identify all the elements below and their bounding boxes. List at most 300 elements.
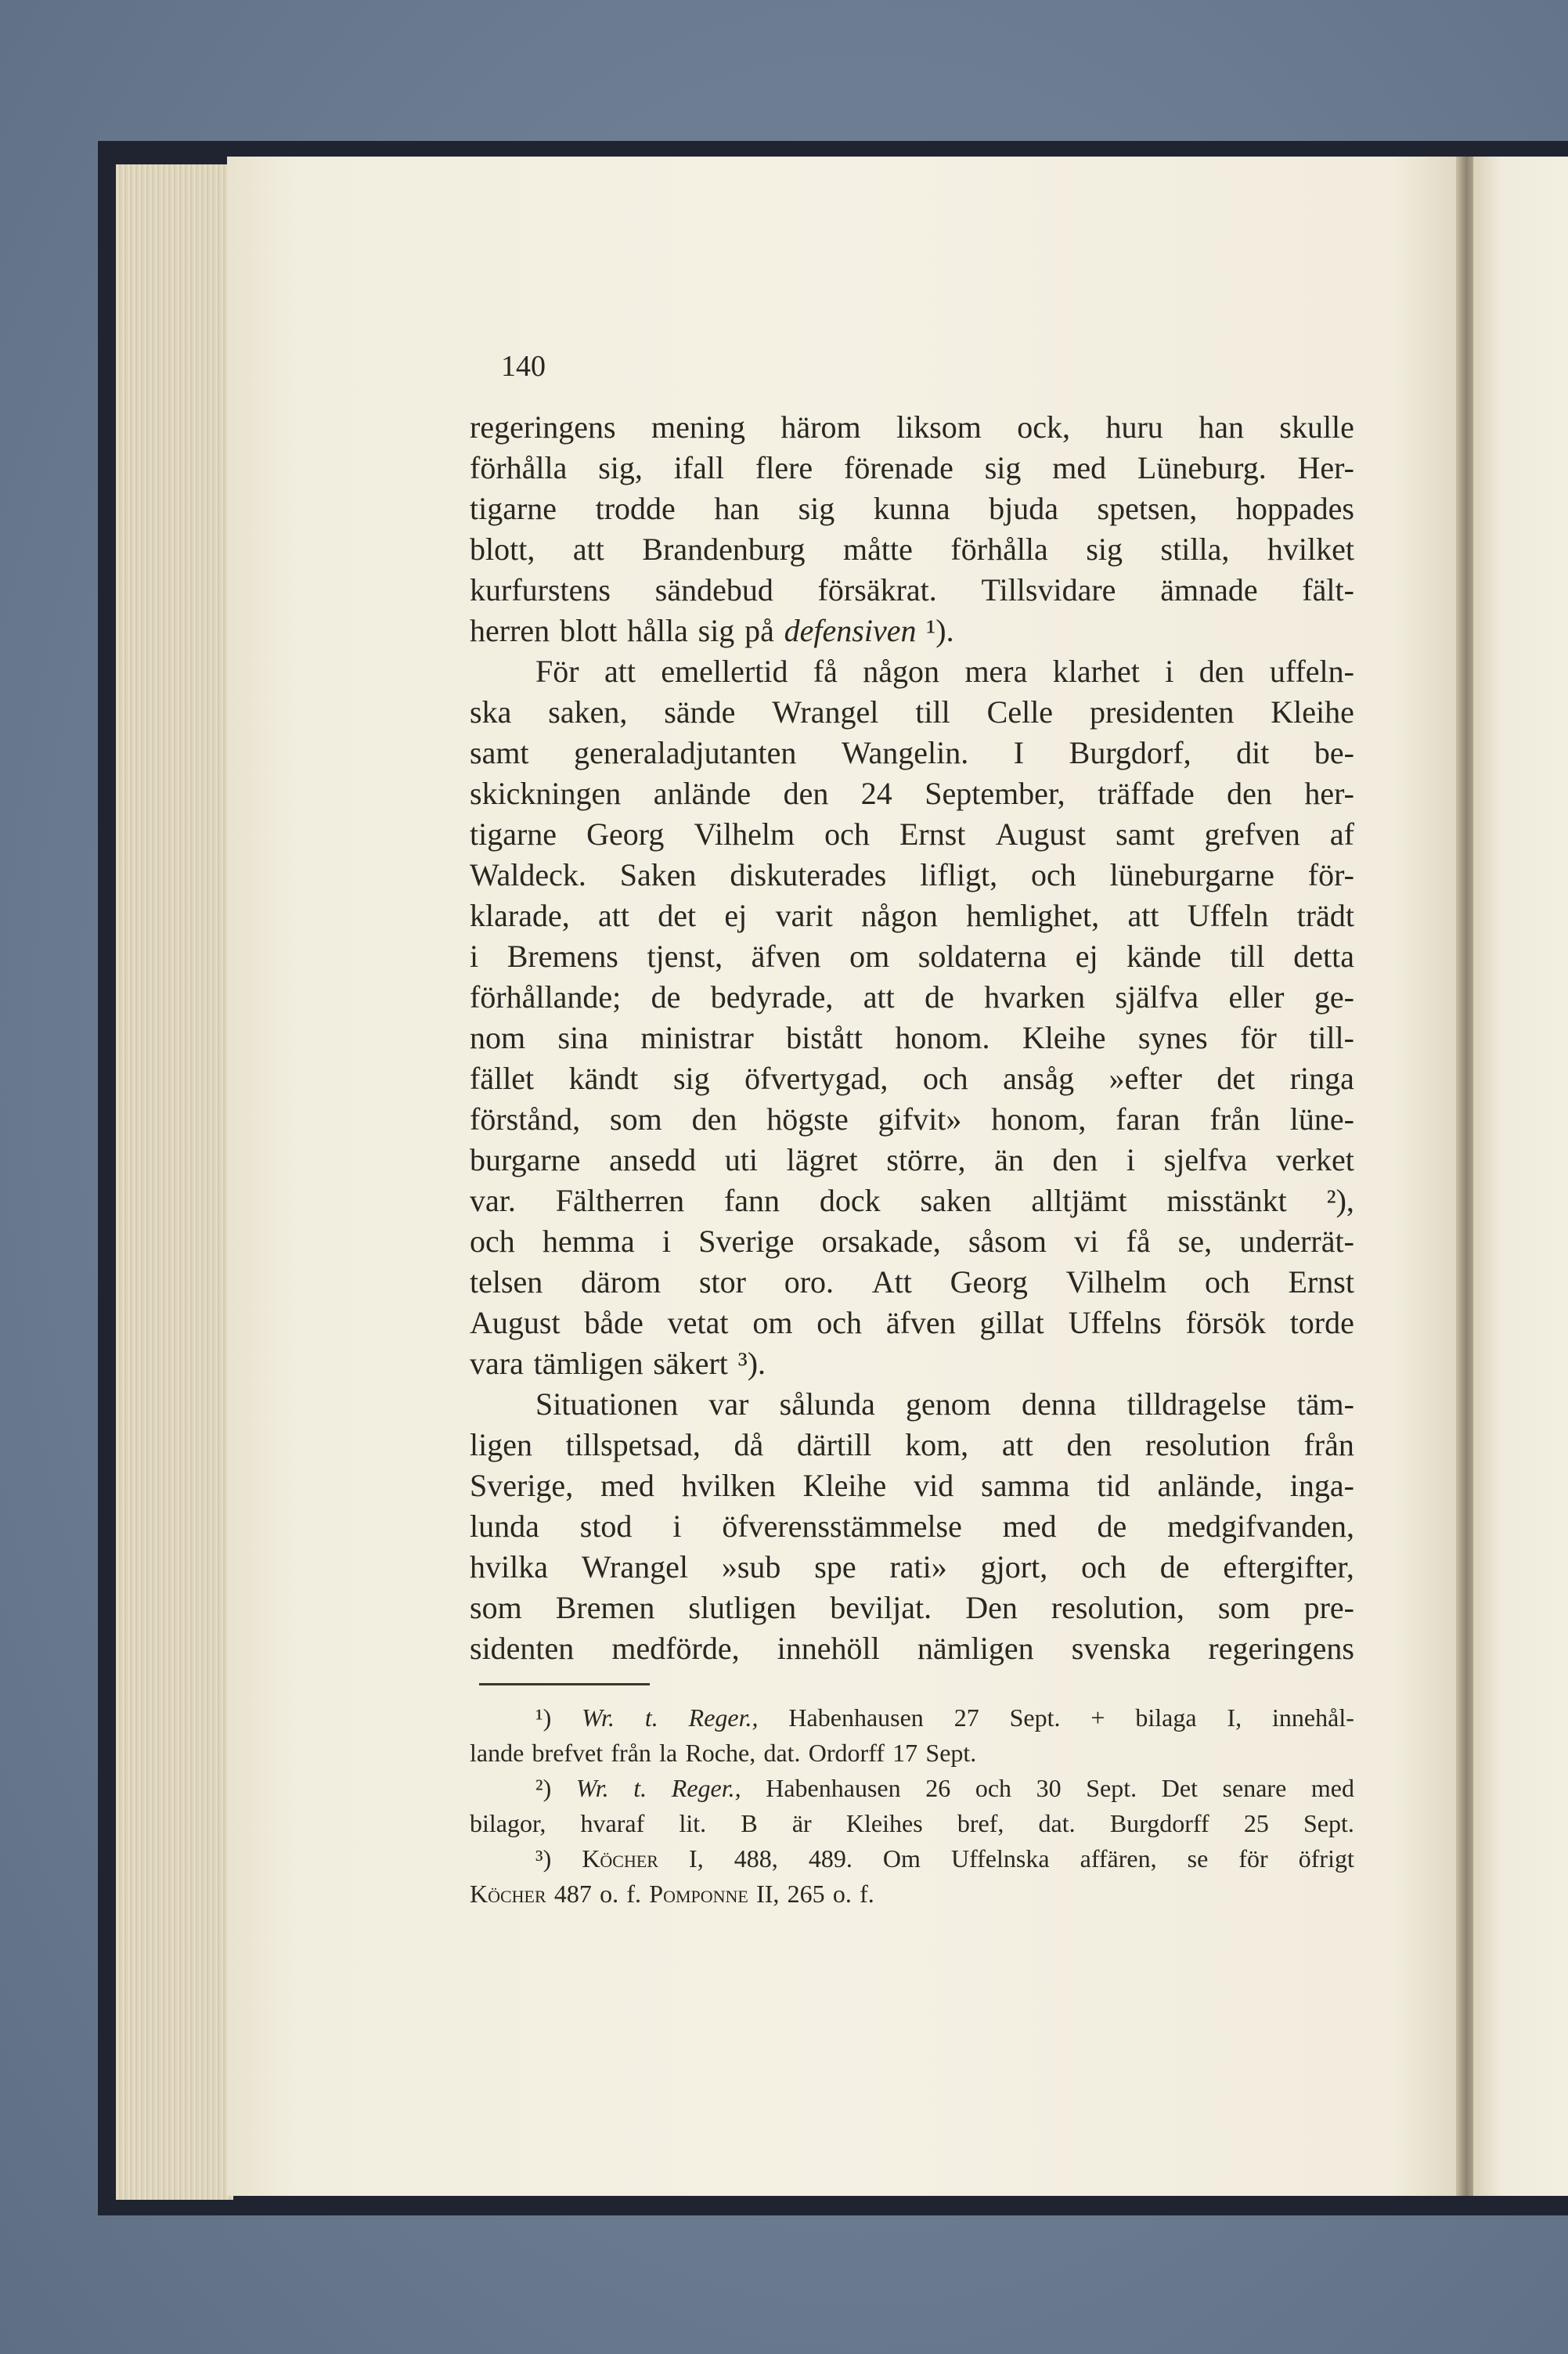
word: »sub	[721, 1549, 781, 1584]
word: Pomponne	[649, 1880, 748, 1908]
word: Wr.	[582, 1703, 615, 1732]
word: nämligen	[917, 1631, 1034, 1666]
word: Ernst	[899, 817, 966, 852]
word: sina	[557, 1020, 608, 1055]
word: och	[975, 1774, 1012, 1802]
word: 25	[1243, 1809, 1269, 1837]
word: i	[470, 939, 479, 974]
body-line	[470, 1506, 1354, 1547]
word: hålla	[627, 613, 688, 648]
word: lägret	[786, 1142, 858, 1177]
word: affären,	[1080, 1844, 1157, 1873]
word: den	[1227, 776, 1272, 811]
body-line	[470, 936, 1354, 977]
word: stilla,	[1160, 532, 1230, 567]
word: 26	[925, 1774, 951, 1802]
word: klarhet	[1052, 654, 1140, 689]
word: gillat	[979, 1305, 1044, 1340]
word: honom,	[991, 1101, 1087, 1137]
word: själfva	[1115, 979, 1199, 1015]
word: med	[1310, 1774, 1354, 1802]
word: kurfurstens	[470, 572, 611, 607]
word: ²),	[1326, 1183, 1354, 1218]
word: Habenhausen	[788, 1703, 924, 1732]
word: som	[610, 1101, 662, 1137]
word: verket	[1275, 1142, 1354, 1177]
word: Ernst	[1288, 1264, 1354, 1300]
body-line	[470, 1343, 1354, 1384]
word: öfverensstämmelse	[722, 1509, 962, 1544]
word: säkert	[653, 1346, 728, 1381]
word: eftergifter,	[1223, 1549, 1354, 1584]
word: 24	[860, 776, 892, 811]
word: att	[597, 898, 629, 933]
word: stor	[698, 1264, 746, 1300]
word: genom	[906, 1386, 991, 1422]
word: se	[1187, 1844, 1209, 1873]
word: Sept.	[1009, 1703, 1061, 1732]
word: Sverige	[698, 1224, 795, 1259]
word: vi	[1074, 1224, 1099, 1259]
word: och	[470, 1224, 515, 1259]
word: fället	[470, 1061, 535, 1096]
word: samma	[981, 1468, 1070, 1503]
word: Tillsvidare	[981, 572, 1116, 607]
body-line	[470, 1099, 1354, 1140]
body-line	[470, 1018, 1354, 1058]
word: ministrar	[640, 1020, 754, 1055]
word: sig,	[598, 450, 643, 485]
word: ¹).	[926, 613, 954, 648]
word: dit	[1236, 735, 1270, 770]
word: o.	[600, 1880, 619, 1908]
word: ge-	[1314, 979, 1354, 1015]
word: de	[1097, 1509, 1127, 1544]
word: gjort,	[980, 1549, 1048, 1584]
footnote-line	[470, 1806, 1354, 1841]
word: Fältherren	[555, 1183, 685, 1218]
word: beviljat.	[830, 1590, 932, 1625]
word: än	[994, 1142, 1024, 1177]
word: 265	[787, 1880, 825, 1908]
word: mera	[964, 654, 1028, 689]
word: täm-	[1296, 1386, 1354, 1422]
page-number: 140	[501, 350, 546, 383]
word: vid	[914, 1468, 954, 1503]
word: stod	[579, 1509, 633, 1544]
word: Uffeln	[1187, 898, 1269, 933]
word: sände	[664, 694, 736, 730]
word: spe	[814, 1549, 856, 1584]
word: bref,	[957, 1809, 1004, 1837]
word: Wangelin.	[841, 735, 969, 770]
word: fält-	[1302, 572, 1354, 607]
word: klarade,	[470, 898, 570, 933]
word: August	[995, 817, 1087, 852]
word: emellertid	[661, 654, 788, 689]
body-line	[470, 1425, 1354, 1465]
word: sålunda	[779, 1386, 875, 1422]
footnote-rule	[479, 1683, 650, 1685]
word: att	[572, 532, 604, 567]
word: för	[1240, 1020, 1277, 1055]
word: innehöll	[777, 1631, 880, 1666]
word: lifligt,	[920, 857, 998, 892]
body-line	[470, 448, 1354, 488]
word: med	[1002, 1509, 1057, 1544]
word: vetat	[667, 1305, 729, 1340]
word: kunna	[873, 491, 950, 526]
word: B	[741, 1809, 758, 1837]
word: kom,	[905, 1427, 969, 1462]
word: måtte	[843, 532, 913, 567]
word: hemma	[542, 1224, 635, 1259]
word: han	[1199, 409, 1244, 445]
word: ämnade	[1160, 572, 1258, 607]
word: Kleihe	[1022, 1020, 1106, 1055]
word: tjenst,	[647, 939, 723, 974]
word: som	[1217, 1590, 1271, 1625]
word: det	[1217, 1061, 1256, 1096]
word: som	[470, 1590, 522, 1625]
word: saken	[920, 1183, 992, 1218]
word: och	[922, 1061, 968, 1096]
word: Saken	[619, 857, 697, 892]
body-line	[470, 896, 1354, 936]
word: lit.	[679, 1809, 707, 1837]
word: anlände	[653, 776, 752, 811]
word: ej	[724, 898, 748, 933]
word: ock,	[1017, 409, 1071, 445]
page-edges	[116, 164, 233, 2200]
word: Her-	[1297, 450, 1354, 485]
word: saken,	[548, 694, 628, 730]
body-line	[470, 1384, 1354, 1425]
word: slutligen	[688, 1590, 797, 1625]
word: Wrangel	[772, 694, 879, 730]
word: trädt	[1296, 898, 1354, 933]
word: 30	[1036, 1774, 1062, 1802]
word: försök	[1185, 1305, 1266, 1340]
word: skulle	[1279, 409, 1354, 445]
word: Om	[882, 1844, 921, 1873]
footnote-line	[470, 1841, 1354, 1876]
body-line	[470, 1058, 1354, 1099]
word: bilagor,	[470, 1809, 546, 1837]
word: gifvit»	[878, 1101, 962, 1137]
word: dock	[819, 1183, 881, 1218]
word: då	[734, 1427, 764, 1462]
body-line	[470, 1140, 1354, 1181]
word: 27	[953, 1703, 979, 1732]
word: därom	[581, 1264, 661, 1300]
word: lande	[470, 1739, 524, 1767]
word: i	[1165, 654, 1174, 689]
body-line	[470, 1588, 1354, 1628]
word: tilldragelse	[1126, 1386, 1267, 1422]
word: t.	[644, 1703, 658, 1732]
word: synes	[1137, 1020, 1208, 1055]
word: dat.	[763, 1739, 801, 1767]
word: trodde	[595, 491, 676, 526]
word: sig	[1086, 532, 1123, 567]
word: Bremen	[555, 1590, 655, 1625]
word: till	[915, 694, 950, 730]
word: hoppades	[1235, 491, 1354, 526]
word: Georg	[950, 1264, 1028, 1300]
word: flere	[755, 450, 813, 485]
word: lunda	[470, 1509, 539, 1544]
word: om	[849, 939, 890, 974]
word: att	[604, 654, 636, 689]
word: och	[1081, 1549, 1126, 1584]
word: pre-	[1303, 1590, 1354, 1625]
word: de	[651, 979, 681, 1015]
word: bilaga	[1135, 1703, 1197, 1732]
word: någon	[861, 898, 938, 933]
word: förhålla	[950, 532, 1048, 567]
word: förhålla	[470, 450, 568, 485]
word: Georg	[586, 817, 665, 852]
word: Uffelnska	[950, 1844, 1050, 1873]
word: Sept.	[1086, 1774, 1137, 1802]
word: lüne-	[1289, 1101, 1354, 1137]
word: rati»	[889, 1549, 947, 1584]
word: herren	[470, 613, 550, 648]
word: att	[1001, 1427, 1033, 1462]
word: sig	[697, 613, 735, 648]
word: var	[708, 1386, 749, 1422]
word: Ordorff	[808, 1739, 885, 1767]
word: den	[1199, 654, 1245, 689]
word: samt	[1116, 817, 1175, 852]
word: se,	[1177, 1224, 1213, 1259]
word: generaladjutanten	[574, 735, 797, 770]
word: bistått	[786, 1020, 863, 1055]
word: sig	[798, 491, 835, 526]
footnote-line	[470, 1700, 1354, 1736]
footnote-line	[470, 1771, 1354, 1806]
word: blott	[559, 613, 618, 648]
word: var.	[470, 1183, 516, 1218]
word: få	[1126, 1224, 1151, 1259]
body-line	[470, 814, 1354, 855]
word: II,	[756, 1880, 780, 1908]
word: Reger.,	[688, 1703, 759, 1732]
word: skickningen	[470, 776, 622, 811]
word: burgarne	[470, 1142, 581, 1177]
word: Brandenburg	[642, 532, 806, 567]
body-line	[470, 611, 1354, 651]
word: träffade	[1098, 776, 1195, 811]
word: någon	[863, 654, 940, 689]
word: »efter	[1108, 1061, 1182, 1096]
word: äfven	[885, 1305, 956, 1340]
body-line	[470, 1221, 1354, 1262]
body-line	[470, 570, 1354, 611]
word: regeringens	[1208, 1631, 1354, 1666]
word: resolution,	[1051, 1590, 1184, 1625]
footnote-line	[470, 1736, 1354, 1771]
word: få	[813, 654, 838, 689]
word: härom	[780, 409, 861, 445]
word: I,	[689, 1844, 704, 1873]
body-line	[470, 1628, 1354, 1669]
word: Kleihes	[845, 1809, 923, 1837]
word: anlände,	[1157, 1468, 1263, 1503]
body-line	[470, 1303, 1354, 1343]
word: 488,	[734, 1844, 778, 1873]
word: o.	[832, 1880, 852, 1908]
word: Habenhausen	[766, 1774, 901, 1802]
word: misstänkt	[1166, 1183, 1287, 1218]
word: för	[1238, 1844, 1268, 1873]
word: Sept.	[1303, 1809, 1354, 1837]
word: Vilhelm	[694, 817, 795, 852]
word: f.	[626, 1880, 642, 1908]
word: Kleihe	[1271, 694, 1354, 730]
word: Lüneburg.	[1137, 450, 1267, 485]
word: telsen	[470, 1264, 543, 1300]
word: Den	[965, 1590, 1018, 1625]
word: be-	[1314, 735, 1354, 770]
word: till-	[1309, 1020, 1354, 1055]
word: Att	[871, 1264, 912, 1300]
word: ³).	[737, 1346, 766, 1381]
word: att	[863, 979, 895, 1015]
word: I	[1013, 735, 1025, 770]
word: samt	[470, 735, 529, 770]
body-line	[470, 488, 1354, 529]
word: honom.	[895, 1020, 990, 1055]
body-line	[470, 692, 1354, 733]
word: och	[1205, 1264, 1250, 1300]
word: ansåg	[1003, 1061, 1075, 1096]
word: defensiven	[784, 613, 917, 648]
word: större,	[886, 1142, 966, 1177]
word: tämligen	[533, 1346, 643, 1381]
word: bedyrade,	[710, 979, 834, 1015]
word: om	[752, 1305, 793, 1340]
word: Wr.	[575, 1774, 609, 1802]
body-line	[470, 1547, 1354, 1588]
word: såsom	[968, 1224, 1047, 1259]
word: Det	[1161, 1774, 1198, 1802]
word: sidenten	[470, 1631, 575, 1666]
word: faran	[1116, 1101, 1181, 1137]
book-gutter	[1456, 157, 1475, 2196]
word: de	[925, 979, 954, 1015]
word: öfvertygad,	[744, 1061, 889, 1096]
word: till	[1230, 939, 1265, 974]
word: För	[535, 654, 579, 689]
word: sändebud	[654, 572, 773, 607]
word: torde	[1289, 1305, 1354, 1340]
word: medförde,	[611, 1631, 740, 1666]
word: sig	[984, 450, 1022, 485]
word: sjelfva	[1163, 1142, 1248, 1177]
body-line	[470, 1181, 1354, 1221]
word: 489.	[808, 1844, 852, 1873]
word: Reger.,	[671, 1774, 741, 1802]
word: +	[1090, 1703, 1105, 1732]
footnotes	[470, 1700, 1354, 1912]
body-line	[470, 407, 1354, 448]
word: uti	[724, 1142, 759, 1177]
word: I,	[1227, 1703, 1242, 1732]
word: tigarne	[470, 817, 557, 852]
word: spetsen,	[1097, 491, 1198, 526]
word: att	[1127, 898, 1159, 933]
word: förenade	[844, 450, 953, 485]
word: i	[672, 1509, 682, 1544]
word: f.	[860, 1880, 874, 1908]
word: Uffelns	[1068, 1305, 1162, 1340]
word: ³)	[535, 1844, 552, 1873]
word: brefvet	[532, 1739, 604, 1767]
body-line	[470, 651, 1354, 692]
word: Sept.	[925, 1739, 977, 1767]
word: och	[1030, 857, 1076, 892]
body-line	[470, 1465, 1354, 1506]
word: sig	[672, 1061, 710, 1096]
word: blott,	[470, 532, 535, 567]
word: medgifvanden,	[1167, 1509, 1354, 1544]
word: liksom	[896, 409, 982, 445]
word: la	[659, 1739, 678, 1767]
word: Köcher	[582, 1844, 658, 1873]
word: försäkrat.	[817, 572, 937, 607]
word: tillspetsad,	[565, 1427, 701, 1462]
word: grefven	[1204, 817, 1300, 852]
word: förstånd,	[470, 1101, 581, 1137]
word: från	[611, 1739, 651, 1767]
word: regeringens	[470, 409, 616, 445]
word: detta	[1293, 939, 1354, 974]
word: tigarne	[470, 491, 557, 526]
body-line	[470, 977, 1354, 1018]
word: Vilhelm	[1065, 1264, 1167, 1300]
word: presidenten	[1089, 694, 1235, 730]
word: ²)	[535, 1774, 552, 1802]
word: huru	[1105, 409, 1163, 445]
word: ligen	[470, 1427, 532, 1462]
word: i	[1126, 1142, 1136, 1177]
body-text	[470, 407, 1354, 1669]
word: Celle	[986, 694, 1054, 730]
word: Burgdorf,	[1069, 735, 1191, 770]
word: eller	[1228, 979, 1285, 1015]
word: inga-	[1289, 1468, 1354, 1503]
word: Situationen	[535, 1386, 679, 1422]
word: ansedd	[609, 1142, 697, 1177]
word: han	[714, 491, 760, 526]
word: Wrangel	[581, 1549, 688, 1584]
word: orsakade,	[821, 1224, 941, 1259]
word: soldaterna	[917, 939, 1047, 974]
word: den	[1052, 1142, 1098, 1177]
word: lüneburgarne	[1109, 857, 1274, 892]
word: bjuda	[989, 491, 1058, 526]
word: tid	[1097, 1468, 1130, 1503]
body-line	[470, 1262, 1354, 1303]
word: Sverige,	[470, 1468, 574, 1503]
word: resolution	[1144, 1427, 1271, 1462]
body-line	[470, 773, 1354, 814]
word: September,	[925, 776, 1065, 811]
word: denna	[1022, 1386, 1097, 1422]
word: ifall	[673, 450, 725, 485]
